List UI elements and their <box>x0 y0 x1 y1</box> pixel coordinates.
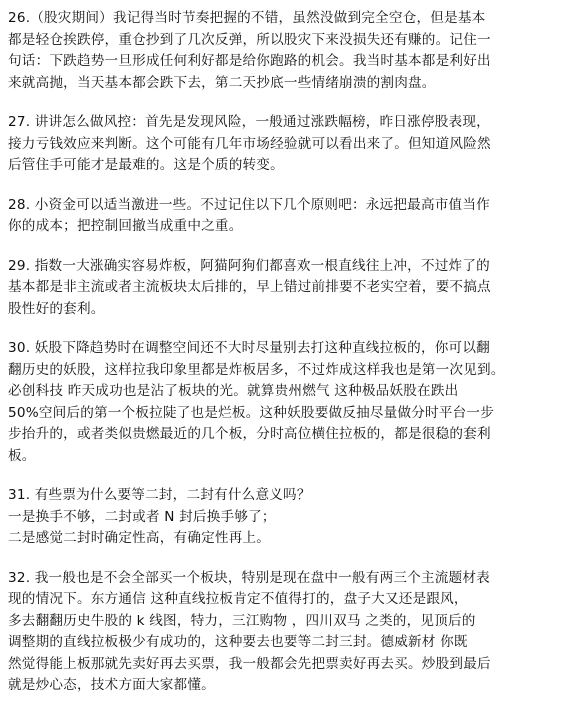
paragraph-gap <box>8 177 562 195</box>
paragraph-29 <box>8 256 562 321</box>
paragraph-gap <box>8 320 562 338</box>
text-line: 然觉得能上板那就先卖好再去买票，我一般都会先把票卖好再去买。炒股到最后 <box>8 655 491 672</box>
paragraph-27 <box>8 112 562 177</box>
text-line: 一是换手不够，二封或者 N 封后换手够了； <box>8 508 276 525</box>
paragraph-gap <box>8 94 562 112</box>
text-line: 30. 妖股下降趋势时在调整空间还不大时尽量别去打这种直线拉板的，你可以翻 <box>8 340 490 356</box>
text-line: 27. 讲讲怎么做风控：首先是发现风险，一般通过涨跌幅榜，昨日涨停股表现， <box>8 114 490 130</box>
text-line: 股性好的套利。 <box>8 300 105 317</box>
paragraph-32 <box>8 568 562 697</box>
text-line: 句话：下跌趋势一旦形成任何利好都是给你跑路的机会。我当时基本都是利好出 <box>8 53 491 69</box>
paragraph-28 <box>8 195 562 238</box>
text-line: 板。 <box>8 447 36 464</box>
text-line: 来就高抛，当天基本都会跌下去，第二天抄底一些情绪崩溃的割肉盘。 <box>8 74 436 91</box>
text-line: 必创科技 昨天成功也是沾了板块的光。就算贵州燃气 这种极品妖股在跌出 <box>8 383 459 399</box>
text-line: 翻历史的妖股，这样拉我印象里都是炸板居多，不过炸成这样我也是第一次见到。 <box>8 361 505 378</box>
text-line: 29. 指数一大涨确实容易炸板，阿猫阿狗们都喜欢一根直线往上冲，不过炸了的 <box>8 257 490 274</box>
text-line: 二是感觉二封时确定性高，有确定性再上。 <box>8 530 271 546</box>
text-line: 基本都是非主流或者主流板块太后排的，早上错过前排要不老实空着，要不搞点 <box>8 279 491 295</box>
text-line: 50%空间后的第一个板拉陡了也是烂板。这种妖股要做反抽尽量做分时平台一步 <box>8 404 495 421</box>
paragraph-31 <box>8 485 562 550</box>
text-line: 31. 有些票为什么要等二封，二封有什么意义吗？ <box>8 487 311 503</box>
text-line: 步抬升的，或者类似贵燃最近的几个板，分时高位横住拉板的，都是很稳的套利 <box>8 426 491 442</box>
text-line: 你的成本；把控制回撤当成重中之重。 <box>8 218 243 234</box>
text-line: 32. 我一般也是不会全部买一个板块，特别是现在盘中一般有两三个主流题材表 <box>8 569 490 586</box>
text-line: 现的情况下。东方通信 这种直线拉板肯定不值得打的，盘子大又还是跟风， <box>8 591 468 607</box>
text-line: 就是炒心态，技术方面大家都懂。 <box>8 677 215 693</box>
text-line: 后管住手可能才是最难的。这是个质的转变。 <box>8 157 284 173</box>
paragraph-gap <box>8 467 562 485</box>
paragraph-gap <box>8 550 562 568</box>
paragraph-26 <box>8 8 562 94</box>
paragraph-30 <box>8 338 562 467</box>
text-line: 调整期的直线拉板极少有成功的，这种要去也要等二封三封。德威新材 你既 <box>8 634 468 650</box>
text-line: 28. 小资金可以适当激进一些。不过记住以下几个原则吧：永远把最高市值当作 <box>8 196 490 213</box>
text-line: 多去翻翻历史牛股的 k 线图，特力，三江购物 ，四川双马 之类的，见顶后的 <box>8 612 476 629</box>
text-line: 26.（股灾期间）我记得当时节奏把握的不错，虽然没做到完全空仓，但是基本 <box>8 10 486 26</box>
text-line: 都是轻仓挨跌停，重仓抄到了几次反弹，所以股灾下来没损失还有赚的。记住一 <box>8 31 491 48</box>
paragraph-gap <box>8 238 562 256</box>
text-line: 接力亏钱效应来判断。这个可能有几年市场经验就可以看出来了。但知道风险然 <box>8 135 491 152</box>
